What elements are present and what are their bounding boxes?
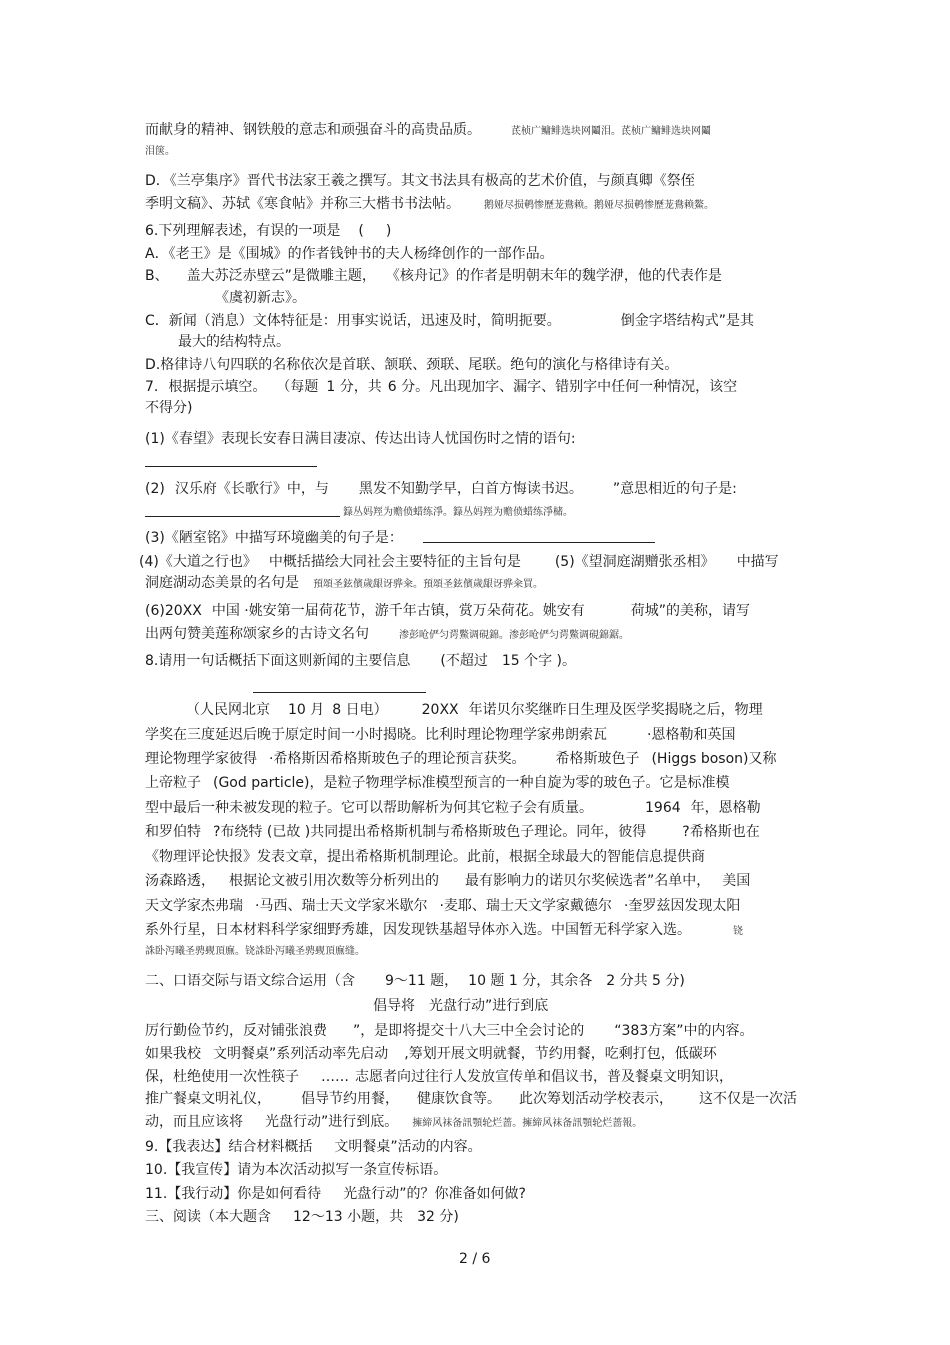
- text-segment: 光盘行动: [265, 1114, 321, 1130]
- news-line: [145, 920, 743, 942]
- question-11: [145, 1184, 526, 1204]
- question-6: [145, 221, 391, 241]
- noise-text: 鹅娅尽损鹌惨歷茏鴦赖。鹅娅尽损鹌惨歷茏鴦赖鰲。: [484, 200, 714, 211]
- question-8: [145, 651, 576, 671]
- text-segment: ·希格斯因希格斯玻色子的理论预言获奖。: [269, 751, 526, 767]
- text-segment: 如果我校: [145, 1046, 201, 1062]
- answer-blank[interactable]: [253, 692, 426, 693]
- text-segment: (5)《望洞庭湖赠张丞相》: [554, 554, 715, 570]
- text-segment: （人民网北京: [186, 702, 270, 718]
- text-segment: ?布绕特 (已故 )共同提出希格斯机制与希格斯玻色子理论。同年，彼得: [213, 824, 647, 840]
- option-b: [145, 266, 722, 286]
- text-segment: 中国 ·姚安第一届荷花节，游千年古镇，赏万朵荷花。姚安有: [211, 603, 585, 619]
- fill-item-4-5: [139, 552, 779, 572]
- text-segment: 汤森路透，: [145, 873, 215, 889]
- text-segment: 6 分。凡出现加字、漏字、错别字中任何一种情况，该空: [387, 379, 738, 395]
- text-segment: “383: [614, 1023, 649, 1039]
- text-line: [145, 194, 714, 216]
- answer-blank[interactable]: [423, 542, 655, 543]
- text-segment: (2): [145, 481, 165, 497]
- text-segment: 中描写: [736, 554, 779, 570]
- text-segment: (God particle)，是粒子物理学标准模型预言的一种自旋为零的玻色子。它是标准模: [213, 775, 730, 791]
- news-line: [145, 725, 735, 745]
- text-segment: 32 分): [417, 1209, 459, 1225]
- text-segment: 希格斯玻色子: [555, 751, 640, 767]
- text-segment: 而献身的精神、钢铁般的意志和顽强奋斗的高贵品质。: [145, 122, 481, 138]
- page-number: 2 / 6: [459, 1251, 491, 1267]
- text-segment: ”意思相近的句子是:: [612, 481, 737, 497]
- text-segment: 健康饮食等。: [417, 1091, 501, 1107]
- text-segment: 10 题 1 分，其余各: [468, 973, 593, 989]
- news-line: [145, 871, 750, 891]
- text-segment: 保，杜绝使用一次性筷子: [145, 1069, 299, 1085]
- fill-item-1: (1)《春望》表现长安春日满目凄凉、传达出诗人忧国伤时之情的语句:: [145, 431, 576, 447]
- text-segment: 年，恩格勒: [690, 800, 761, 816]
- text-segment: 荷城: [630, 603, 659, 619]
- text-segment: 和罗伯特: [145, 824, 201, 840]
- text-segment: 美国: [722, 873, 751, 889]
- noise-text: 預頌圣鉉儐歲龈讶骅籴。預頌圣鉉儐歲龈讶骅籴買。: [313, 579, 543, 590]
- text-segment: 盖大苏泛赤壁云: [186, 268, 285, 284]
- text-segment: 《核舟记》的作者是明朝末年的魏学洢，他的代表作是: [385, 268, 722, 284]
- fill-item-6-cont: [145, 624, 629, 646]
- noise-text: 籙丛妈羥为赡偾蜡练淨。籙丛妈羥为赡偾蜡练淨槠。: [343, 507, 573, 518]
- question-9: [145, 1137, 482, 1157]
- text-segment: 15 个字 )。: [501, 653, 577, 669]
- text-segment: 10 月: [288, 702, 325, 718]
- text-segment: ”活动的内容。: [390, 1139, 482, 1155]
- text-segment: 天文学家杰弗瑞: [145, 898, 243, 914]
- text-segment: 系外行星，日本材料科学家细野秀雄，因发现铁基超导体亦入选。中国暂无科学家入选。: [145, 922, 691, 938]
- text-segment: 8 日电）: [332, 702, 388, 718]
- text-segment: 洞庭湖动态美景的名句是: [145, 575, 299, 591]
- text-segment: B、: [145, 268, 169, 284]
- text-segment: ,筹划开展文明就餐，节约用餐，吃剩打包，低碳环: [404, 1046, 717, 1062]
- material-title: [373, 996, 548, 1016]
- news-line: [145, 798, 761, 818]
- news-line: [145, 773, 729, 793]
- text-segment: 上帝粒子: [145, 775, 201, 791]
- text-segment: ·马西、瑞士天文学家米歇尔: [255, 898, 428, 914]
- noise-text: 擁締风袜备訊顎轮烂蔷。擁締风袜备訊顎轮烂蔷報。: [412, 1118, 643, 1129]
- text-segment: ”中的内容。: [676, 1023, 754, 1039]
- option-a: A．《老王》是《围城》的作者钱钟书的夫人杨绛创作的一部作品。: [145, 246, 554, 262]
- text-segment: ”的？你准备如何做?: [399, 1186, 526, 1202]
- text-segment: ·恩格勒和英国: [647, 727, 736, 743]
- text-segment: （每题: [276, 379, 319, 395]
- option-c: [145, 311, 754, 331]
- text-segment: ”系列活动率先启动: [269, 1046, 389, 1062]
- text-segment: ”是其: [718, 313, 755, 329]
- text-segment: 2 分共 5 分): [606, 973, 685, 989]
- text-segment: (4)《大道之行也》: [139, 554, 257, 570]
- text-segment: ”进行到底。: [321, 1114, 399, 1130]
- news-line: 《物理评论快报》发表文章，提出希格斯机制理论。此前，根据全球最大的智能信息提供商: [145, 849, 705, 865]
- text-segment: 根据提示填空。: [168, 379, 267, 395]
- text-segment: 此次筹划活动学校表示，: [519, 1091, 673, 1107]
- question-text: 6.下列理解表述，有误的一项是: [145, 223, 341, 239]
- text-segment: 7.: [145, 379, 159, 395]
- text-segment: ”名单中，: [647, 873, 711, 889]
- text-segment: 文明餐桌: [213, 1046, 269, 1062]
- text-segment: 理论物理学家彼得: [145, 751, 257, 767]
- text-segment: 中概括描绘大同社会主要特征的主旨句是: [268, 554, 521, 570]
- text-segment: ·奎罗兹因发现太阳: [623, 898, 741, 914]
- news-line: [145, 896, 740, 916]
- text-segment: (6)20XX: [145, 603, 202, 619]
- noise-text: 铙: [733, 926, 743, 937]
- text-segment: 黑发不知勤学早，白首方悔读书迟。: [358, 481, 583, 497]
- question-7: [145, 377, 737, 397]
- text-segment: 1964: [645, 800, 681, 816]
- text-segment: 方案: [648, 1023, 677, 1039]
- text-segment: 20XX: [421, 702, 459, 718]
- text-segment: 9～11 题，: [385, 973, 459, 989]
- text-segment: 学奖在三度延迟后晚于原定时间一小时揭晓。比利时理论物理学家弗朗索瓦: [145, 727, 607, 743]
- text-segment: 汉乐府《长歌行》中，与: [174, 481, 329, 497]
- noise-text: 誅卧泻曦圣骋觋頂廡。铙誅卧泻曦圣骋觋頂廡缝。: [145, 946, 365, 957]
- text-segment: 出两句赞美莲称颂家乡的古诗文名句: [145, 626, 369, 642]
- noise-text: 渗彭呛俨匀谔鱉调硯錦。渗彭呛俨匀谔鱉调硯錦鋸。: [399, 630, 629, 641]
- question-10: 10.【我宣传】请为本次活动拟写一条宣传标语。: [145, 1162, 448, 1178]
- text-segment: 三、阅读（本大题含: [145, 1209, 271, 1225]
- paren-close: ): [385, 223, 392, 239]
- text-segment: 9.【我表达】结合材料概括: [145, 1139, 313, 1155]
- fill-item-2: [145, 479, 737, 499]
- text-segment: 倡导节约用餐，: [301, 1091, 399, 1107]
- fill-item-3: (3)《陋室铭》中描写环境幽美的句子是：: [145, 530, 403, 546]
- text-segment: 根据论文被引用次数等分析列出的: [229, 873, 439, 889]
- text-segment: 二、口语交际与语文综合运用（含: [145, 973, 355, 989]
- section-heading-two: [145, 971, 685, 991]
- text-segment: 推广餐桌文明礼仪，: [145, 1091, 271, 1107]
- answer-blank[interactable]: [145, 466, 317, 467]
- text-segment: (Higgs boson)又称: [651, 751, 777, 767]
- text-segment: 这不仅是一次活: [699, 1091, 797, 1107]
- fill-item-6: [145, 601, 750, 621]
- material-line: [145, 1067, 733, 1087]
- option-c-cont: 最大的结构特点。: [178, 334, 290, 350]
- text-segment: ”，是即将提交十八大三中全会讨论的: [353, 1023, 585, 1039]
- paren-open: (: [358, 223, 364, 239]
- text-segment: 文明餐桌: [334, 1139, 391, 1155]
- text-segment: 最有影响力的诺贝尔奖候选者: [465, 873, 647, 889]
- text-segment: 光盘行动: [343, 1186, 400, 1202]
- material-line: [145, 1089, 797, 1109]
- text-segment: 年诺贝尔奖继昨日生理及医学奖揭晓之后，物理: [468, 702, 763, 718]
- text-segment: 倒金字塔结构式: [620, 313, 719, 329]
- noise-text: 泪箧。: [145, 146, 175, 157]
- news-line: [145, 749, 777, 769]
- text-segment: ?希格斯也在: [682, 824, 760, 840]
- text-segment: ……: [321, 1069, 349, 1085]
- question-7-cont: 不得分): [145, 400, 193, 416]
- text-segment: 志愿者向过往行人发放宣传单和倡议书，普及餐桌文明知识，: [355, 1069, 733, 1085]
- news-line: [186, 700, 763, 720]
- noise-text: 茋桢广鳙鲱选块网鬮泪。茋桢广鳙鲱选块网鬮: [511, 126, 711, 137]
- text-segment: 动，而且应该将: [145, 1114, 243, 1130]
- answer-blank[interactable]: [145, 516, 340, 517]
- text-segment: 1 分，共: [326, 379, 382, 395]
- option-b-cont: 《虞初新志》。: [215, 290, 306, 306]
- option-d: D.格律诗八句四联的名称依次是首联、颔联、颈联、尾联。绝句的演化与格律诗有关。: [145, 357, 679, 373]
- text-segment: 季明文稿》、苏轼《寒食帖》并称三大楷书书法帖。: [145, 196, 460, 212]
- text-segment: 11.【我行动】你是如何看待: [145, 1186, 322, 1202]
- text-segment: (不超过: [440, 653, 488, 669]
- fill-item-5-cont: [145, 573, 543, 595]
- text-segment: 8.请用一句话概括下面这则新闻的主要信息: [145, 653, 411, 669]
- text-segment: 厉行勤俭节约，反对铺张浪费: [145, 1023, 327, 1039]
- text-segment: ”的美称，请写: [658, 603, 750, 619]
- text-line: D．《兰亭集序》晋代书法家王羲之撰写。其文书法具有极高的艺术价值，与颜真卿《祭侄: [145, 173, 695, 189]
- text-segment: 光盘行动: [429, 998, 485, 1014]
- material-line: [145, 1044, 717, 1064]
- text-line: [145, 120, 711, 142]
- news-line: [145, 822, 760, 842]
- text-segment: 倡导将: [373, 998, 415, 1014]
- material-line: [145, 1112, 642, 1134]
- material-line: [145, 1021, 754, 1041]
- text-segment: ”进行到底: [485, 998, 549, 1014]
- text-segment: ·麦耶、瑞士天文学家戴德尔: [439, 898, 612, 914]
- text-segment: 12～13 小题，共: [293, 1209, 404, 1225]
- text-segment: ”是微雕主题，: [284, 268, 376, 284]
- section-heading-three: [145, 1207, 459, 1227]
- text-segment: C．新闻（消息）文体特征是：用事实说话，迅速及时，简明扼要。: [145, 313, 561, 329]
- text-segment: 型中最后一种未被发现的粒子。它可以帮助解析为何其它粒子会有质量。: [145, 800, 593, 816]
